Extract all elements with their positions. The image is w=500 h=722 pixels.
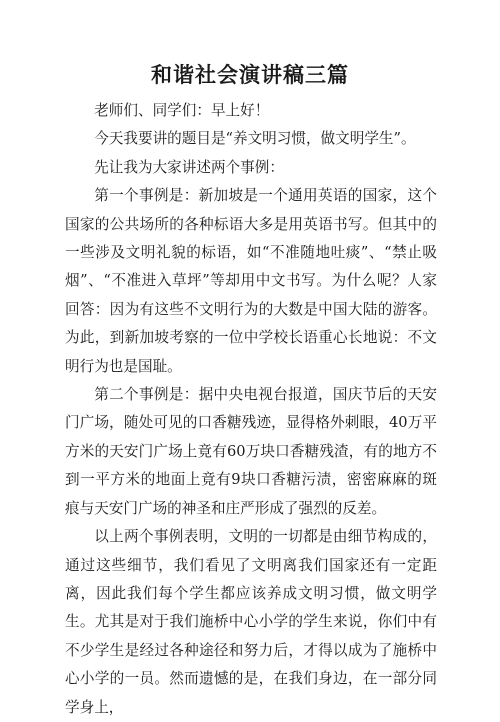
paragraph-example-one: 第一个事例是：新加坡是一个通用英语的国家，这个国家的公共场所的各种标语大多是用英语书写。但其中的一些涉及文明礼貌的标语，如“不准随地吐痰”、“禁止吸烟”、“不准进入草坪”等却用中文书写。为什么呢？人家回答：因为有这些不文明行为的大数是中国大陆的游客。为此，到新加坡考察的一位中学校长语重心长地说：不文明行为也是国耻。 <box>65 187 437 375</box>
paragraph-topic: 今天我要讲的题目是“养文明习惯，做文明学生”。 <box>94 130 416 148</box>
paragraph-greeting: 老师们、同学们：早上好！ <box>94 102 270 119</box>
document-title: 和谐社会演讲稿三篇 <box>151 62 349 87</box>
paragraph-example-two: 第二个事例是：据中央电视台报道，国庆节后的天安门广场，随处可见的口香糖残迹，显得格外刺眼，40万平方米的天安门广场上竟有60万块口香糖残渣，有的地方不到一平方米的地面上竟有9块口香糖污渍，密密麻麻的斑痕与天安门广场的神圣和庄严形成了强烈的反差。 <box>65 386 437 517</box>
document-body <box>65 97 437 722</box>
paragraph-intro: 先让我为大家讲述两个事例： <box>94 158 284 176</box>
paragraph-conclusion: 以上两个事例表明，文明的一切都是由细节构成的，通过这些细节，我们看见了文明离我们国家还有一定距离，因此我们每个学生都应该养成文明习惯，做文明学生。尤其是对于我们施桥中心小学的学生来说，你们中有不少学生是经过各种途径和努力后，才得以成为了施桥中心小学的一员。然而遗憾的是，在我们身边，在一部分同学身上， <box>65 528 437 716</box>
